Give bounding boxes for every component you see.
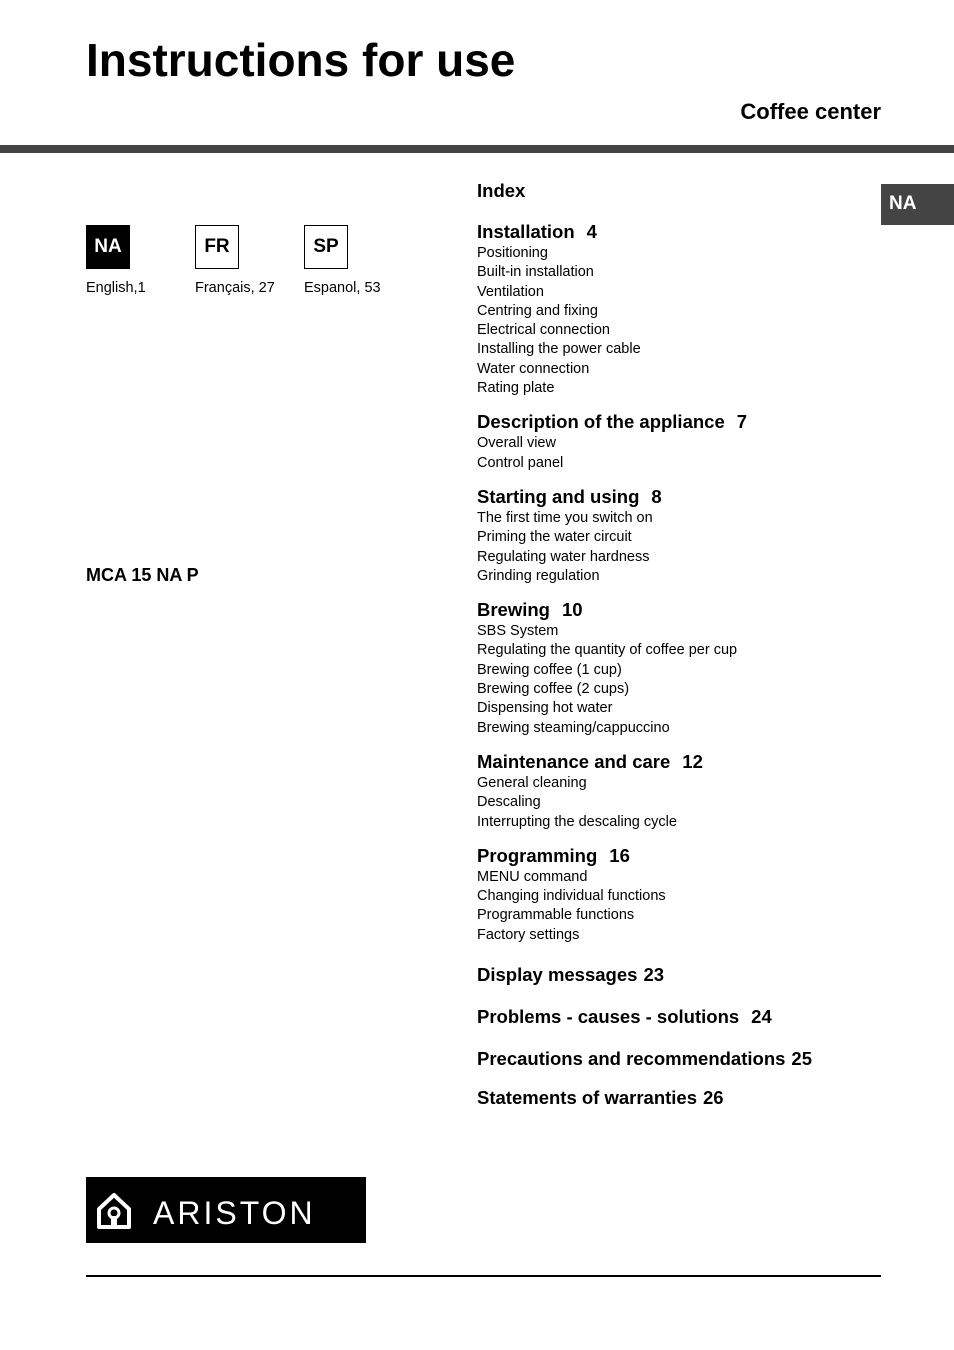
- page-number: 12: [682, 750, 703, 772]
- toc-item[interactable]: Grinding regulation: [477, 567, 600, 584]
- toc-item[interactable]: MENU command: [477, 868, 588, 885]
- toc-item[interactable]: Changing individual functions: [477, 888, 666, 905]
- index-title: Index: [477, 180, 526, 201]
- toc-item[interactable]: Electrical connection: [477, 322, 610, 339]
- toc-item[interactable]: Brewing coffee (2 cups): [477, 681, 630, 698]
- toc-item[interactable]: Water connection: [477, 360, 590, 377]
- toc-section-installation[interactable]: [477, 220, 897, 398]
- toc-item[interactable]: Descaling: [477, 794, 541, 811]
- toc-item[interactable]: Brewing coffee (1 cup): [477, 661, 622, 678]
- page-number: 24: [751, 1006, 772, 1028]
- product-type: Coffee center: [740, 99, 881, 124]
- table-of-contents: [477, 178, 897, 1122]
- house-icon: [96, 1192, 132, 1230]
- toc-item[interactable]: Centring and fixing: [477, 302, 598, 319]
- toc-item[interactable]: Ventilation: [477, 283, 544, 300]
- toc-section-maintenance[interactable]: [477, 750, 897, 832]
- toc-item[interactable]: Installing the power cable: [477, 341, 641, 358]
- section-heading: Brewing 10: [477, 599, 583, 621]
- header-rule: [0, 145, 954, 153]
- page-title: Instructions for use: [86, 34, 516, 86]
- language-label: Espanol, 53: [304, 280, 381, 296]
- section-heading: Precautions and recommendations 25: [477, 1048, 812, 1070]
- page-number: 4: [586, 221, 597, 242]
- toc-section-description[interactable]: [477, 410, 897, 473]
- toc-item[interactable]: Brewing steaming/cappuccino: [477, 719, 670, 736]
- toc-item[interactable]: Factory settings: [477, 926, 580, 943]
- language-option-fr[interactable]: [195, 225, 275, 297]
- language-side-tab[interactable]: NA: [881, 184, 954, 225]
- page-number: 10: [561, 599, 583, 621]
- toc-item[interactable]: Overall view: [477, 435, 556, 452]
- toc-item[interactable]: Dispensing hot water: [477, 700, 613, 717]
- page-number: 25: [791, 1048, 812, 1070]
- toc-item[interactable]: Rating plate: [477, 380, 555, 397]
- model-number: MCA 15 NA P: [86, 565, 199, 585]
- language-code-box: FR: [195, 225, 239, 269]
- toc-item[interactable]: Regulating the quantity of coffee per cup: [477, 642, 738, 659]
- page-number: 16: [609, 844, 630, 866]
- footer-rule: [86, 1275, 881, 1277]
- toc-item[interactable]: Positioning: [477, 245, 548, 261]
- toc-item[interactable]: General cleaning: [477, 774, 587, 791]
- toc-item[interactable]: The first time you switch on: [477, 509, 653, 526]
- section-heading: Description of the appliance 7: [477, 411, 748, 433]
- page-number: 7: [736, 411, 748, 433]
- section-heading: Maintenance and care 12: [477, 750, 703, 772]
- section-heading: Installation 4: [477, 221, 597, 242]
- language-label: English,1: [86, 280, 146, 296]
- toc-section-warranties[interactable]: [477, 1086, 897, 1110]
- ariston-logo: [86, 1177, 366, 1243]
- toc-item[interactable]: Regulating water hardness: [477, 548, 650, 565]
- section-heading: Problems - causes - solutions 24: [477, 1006, 772, 1028]
- language-code-box: SP: [304, 225, 348, 269]
- toc-section-display-messages[interactable]: [477, 963, 897, 987]
- toc-item[interactable]: Interrupting the descaling cycle: [477, 813, 677, 830]
- page-number: 23: [643, 964, 665, 986]
- section-heading: Display messages 23: [477, 964, 665, 986]
- toc-item[interactable]: Control panel: [477, 454, 564, 471]
- language-option-sp[interactable]: [304, 225, 381, 297]
- toc-section-problems[interactable]: [477, 1005, 897, 1029]
- toc-item[interactable]: Priming the water circuit: [477, 529, 632, 546]
- language-option-na[interactable]: [86, 225, 146, 297]
- section-heading: Programming 16: [477, 844, 630, 866]
- toc-item[interactable]: Built-in installation: [477, 264, 594, 281]
- toc-item[interactable]: Programmable functions: [477, 907, 635, 924]
- page-number: 26: [703, 1087, 724, 1109]
- section-heading: Starting and using 8: [477, 485, 662, 507]
- brand-name: ARISTON: [153, 1195, 316, 1231]
- section-heading: Statements of warranties 26: [477, 1087, 724, 1109]
- toc-section-programming[interactable]: [477, 844, 897, 945]
- page-number: 8: [651, 485, 662, 507]
- toc-section-brewing[interactable]: [477, 598, 897, 738]
- toc-item[interactable]: SBS System: [477, 623, 559, 640]
- language-label: Français, 27: [195, 280, 275, 296]
- language-code-box: NA: [86, 225, 130, 269]
- toc-section-starting[interactable]: [477, 485, 897, 586]
- toc-section-precautions[interactable]: [477, 1047, 897, 1071]
